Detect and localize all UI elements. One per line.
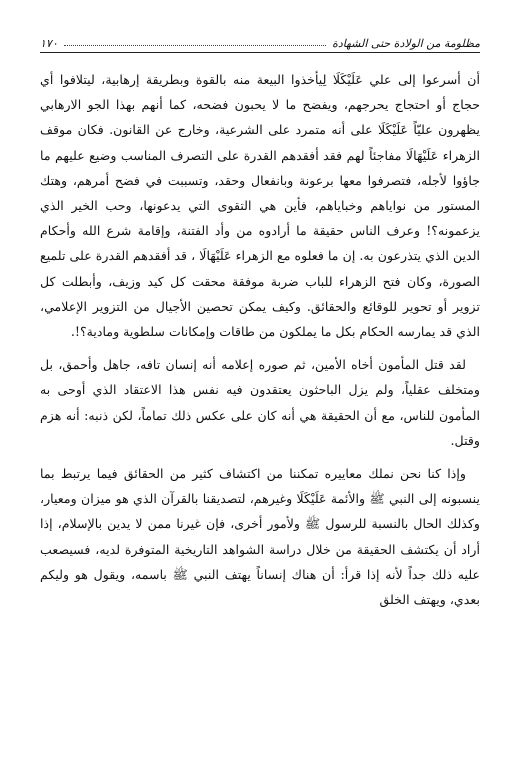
- paragraph-3: وإذا كنا نحن نملك معاييره تمكننا من اكتشاف كثير من الحقائق فيما يرتبط بما ينسبونه إلى النبي ﷺ والأئمة عَلَيْكَلَا وغيرهم، لتصديقنا بالقرآن الذي هو ميزان ومعيار، وكذلك الحال بالنسبة للرسول ﷺ ولأمور أخرى، فإن غيرنا ممن لا يدين بالإسلام، إذا أراد أن يكتشف الحقيقة من خلال دراسة الشواهد التاريخية المتوفرة لديه، فسيصعب عليه ذلك جداً لأنه إذا قرأ: أن هناك إنساناً يهتف النبي ﷺ باسمه، ويقول هو وليكم بعدي، ويهتف الخلق: [40, 466, 480, 608]
- book-title: مظلومة من الولادة حتى الشهادة: [332, 37, 480, 50]
- page-number: ١٧٠: [40, 37, 58, 50]
- header-dotted-leader: [64, 45, 326, 46]
- paragraph-2: لقد قتل المأمون أخاه الأمين، ثم صوره إعلامه أنه إنسان تافه، جاهل وأحمق، بل ومتخلف عقلياً، ولم يزل الباحثون يعتقدون فيه نفس هذا الاعتقاد الذي أوحى به المأمون للناس، مع أن الحقيقة هي أنه كان على عكس ذلك تماماً، لكن ذنبه: أنه هزم وقتل.: [40, 357, 480, 448]
- book-page: [40, 28, 480, 748]
- paragraph-1: أن أسرعوا إلى علي عَلَيْكَلَا لِيأخذوا البيعة منه بالقوة وبطريقة إرهابية، ليتلافوا أي حجاج أو احتجاج يحرجهم، ويفضح ما لا يحبون فضحه، كما أنهم بهذا الجو الارهابي يظهرون عليّاً عَلَيْكَلَا على أنه متمرد على الشرعية، وخارج عن القانون. فكان موقف الزهراء عَلَيْهَالَا مفاجئاً لهم فقد أفقدهم القدرة على التصرف المناسب وضيع عليهم ما جاؤوا لأجله، فتصرفوا معها برعونة وبانفعال وحقد، وتسببت في فضح أمرهم، وهتك المستور من نواياهم وخباياهم، فأين هي التقوى التي يدعونها، وحب الخير الذي يزعمونه؟! وعرف الناس حقيقة ما أرادوه من وأد الفتنة، وإقامة شرع الله وأحكام الدين الذي يتذرعون به. إن ما فعلوه مع الزهراء عَلَيْهَالَا ، قد أفقدهم القدرة على تلميع الصورة، وكان فتح الزهراء للباب ضربة موفقة محقت كل كيد وزيف، وأبطلت كل تزوير أو تحوير للوقائع والحقائق. وكيف يمكن تحصين الأجيال من التزوير الإعلامي، الذي قد يمارسه الحكام بكل ما يملكون من طاقات وإمكانات سلطوية ومادية؟!.: [40, 72, 480, 340]
- body-text: [40, 67, 480, 612]
- running-header: [40, 28, 480, 53]
